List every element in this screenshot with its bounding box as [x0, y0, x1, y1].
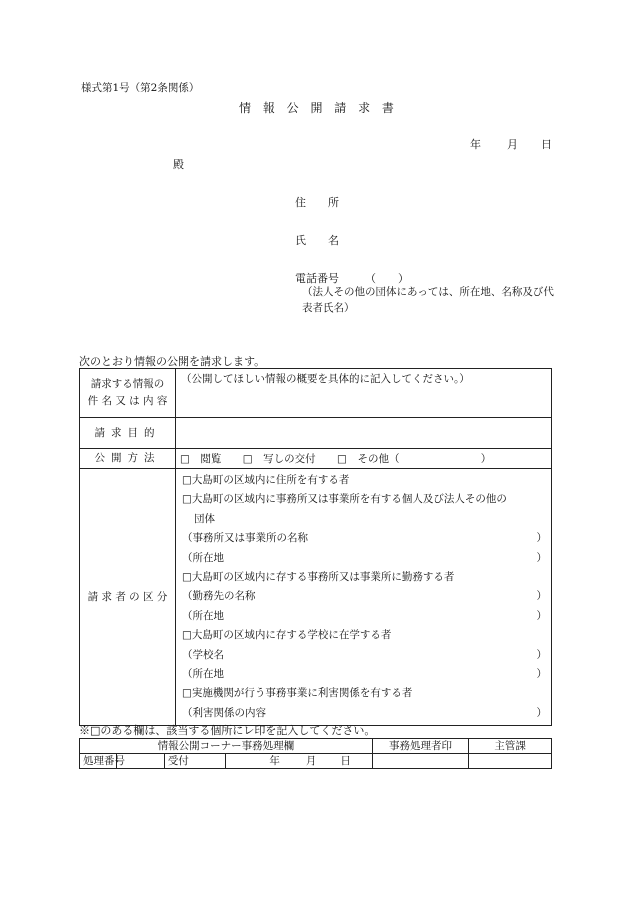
requester-class-line [182, 549, 547, 568]
requester-class-close: ） [536, 648, 547, 661]
requester-class-line[interactable] [182, 471, 547, 490]
method-label: 公開方法 [80, 449, 176, 469]
office-day-label: 日 [340, 755, 351, 767]
requester-class-close: ） [536, 706, 547, 719]
office-handler-seal-field[interactable] [372, 754, 469, 769]
subject-label-line1: 請求する情報の [90, 378, 165, 390]
date-day-label: 日 [541, 138, 552, 151]
addressee-suffix: 殿 [173, 158, 184, 171]
method-option-other[interactable]: □ その他（ [337, 453, 400, 465]
requester-class-close: ） [536, 668, 547, 681]
subject-row [80, 369, 552, 418]
purpose-field[interactable] [176, 418, 552, 449]
requester-class-line [182, 607, 547, 626]
requester-class-line [182, 704, 547, 723]
requester-class-label: 請 求 者 の 区 分 [80, 469, 176, 726]
requester-class-text: □大島町の区域内に存する事務所又は事業所に勤務する者 [182, 571, 455, 584]
requester-class-text: □大島町の区域内に住所を有する者 [182, 474, 350, 486]
requester-class-line [182, 587, 547, 606]
method-row [80, 449, 552, 469]
office-processing-table [79, 738, 552, 769]
subject-field[interactable] [176, 369, 552, 418]
form-number: 様式第1号（第2条関係） [81, 82, 200, 94]
date-month-label: 月 [507, 138, 518, 151]
requester-class-line[interactable] [182, 568, 547, 587]
requester-class-line [182, 529, 547, 548]
office-corner-header: 情報公開コーナー事務処理欄 [80, 739, 373, 754]
applicant-phone-parens: （ ） [365, 272, 409, 285]
method-option-view[interactable]: □ 閲覧 [180, 453, 222, 465]
requester-class-text: □大島町の区域内に存する学校に在学する者 [182, 629, 392, 642]
requester-class-row [80, 469, 552, 726]
requester-class-field [176, 469, 552, 726]
requester-class-text: （勤務先の名称 [182, 590, 256, 603]
page-title: 情 報 公 開 請 求 書 [239, 101, 395, 115]
applicant-note: （法人その他の団体にあっては、所在地、名称及び代表者氏名） [302, 286, 554, 314]
subject-label [80, 369, 176, 418]
requester-class-text: （学校名 [182, 648, 224, 661]
requester-class-text: （所在地 [182, 668, 224, 681]
requester-class-line[interactable] [182, 490, 547, 509]
subject-hint: （公開してほしい情報の概要を具体的に記入してください。） [181, 373, 470, 385]
requester-class-text: （事務所又は事業所の名称 [182, 532, 308, 545]
applicant-phone-label: 電話番号 [295, 272, 339, 285]
requester-class-text: 団体 [194, 512, 215, 525]
requester-class-close: ） [536, 609, 547, 622]
office-department-header: 主管課 [469, 739, 552, 754]
applicant-address-label: 住 所 [295, 196, 339, 209]
office-department-field[interactable] [469, 754, 552, 769]
checkbox-footnote: ※□のある欄は、該当する個所にレ印を記入してください。 [79, 724, 376, 737]
method-other-close: ） [480, 453, 492, 465]
office-header-row [80, 739, 552, 754]
office-received-label: 受付 [164, 754, 226, 769]
purpose-label: 請求目的 [80, 418, 176, 449]
applicant-name-label: 氏 名 [295, 234, 339, 247]
requester-class-text: □実施機関が行う事務事業に利害関係を有する者 [182, 687, 413, 700]
requester-class-text: （所在地 [182, 551, 224, 564]
requester-class-line [182, 665, 547, 684]
requester-class-close: ） [536, 551, 547, 564]
request-intro: 次のとおり情報の公開を請求します。 [79, 355, 266, 368]
date-year-label: 年 [470, 138, 481, 151]
requester-class-text: （利害関係の内容 [182, 706, 266, 719]
requester-class-text: （所在地 [182, 609, 224, 622]
request-table [79, 368, 552, 726]
office-handler-seal-header: 事務処理者印 [372, 739, 469, 754]
requester-class-line[interactable] [182, 626, 547, 645]
requester-class-line [182, 646, 547, 665]
requester-class-close: ） [536, 532, 547, 545]
requester-class-close: ） [536, 590, 547, 603]
office-process-number-label: 処理番号 [80, 754, 117, 769]
requester-class-list [182, 471, 547, 723]
method-field [176, 449, 552, 469]
requester-class-text: □大島町の区域内に事務所又は事業所を有する個人及び法人その他の [182, 493, 507, 506]
purpose-row [80, 418, 552, 449]
requester-class-line[interactable] [182, 684, 547, 703]
office-received-date[interactable] [226, 754, 372, 769]
subject-label-line2: 件 名 又 は 内 容 [87, 395, 168, 407]
office-year-label: 年 [269, 755, 280, 767]
office-month-label: 月 [305, 755, 317, 767]
office-data-row [80, 754, 552, 769]
method-option-copy[interactable]: □ 写しの交付 [242, 453, 316, 465]
requester-class-line [182, 510, 547, 529]
